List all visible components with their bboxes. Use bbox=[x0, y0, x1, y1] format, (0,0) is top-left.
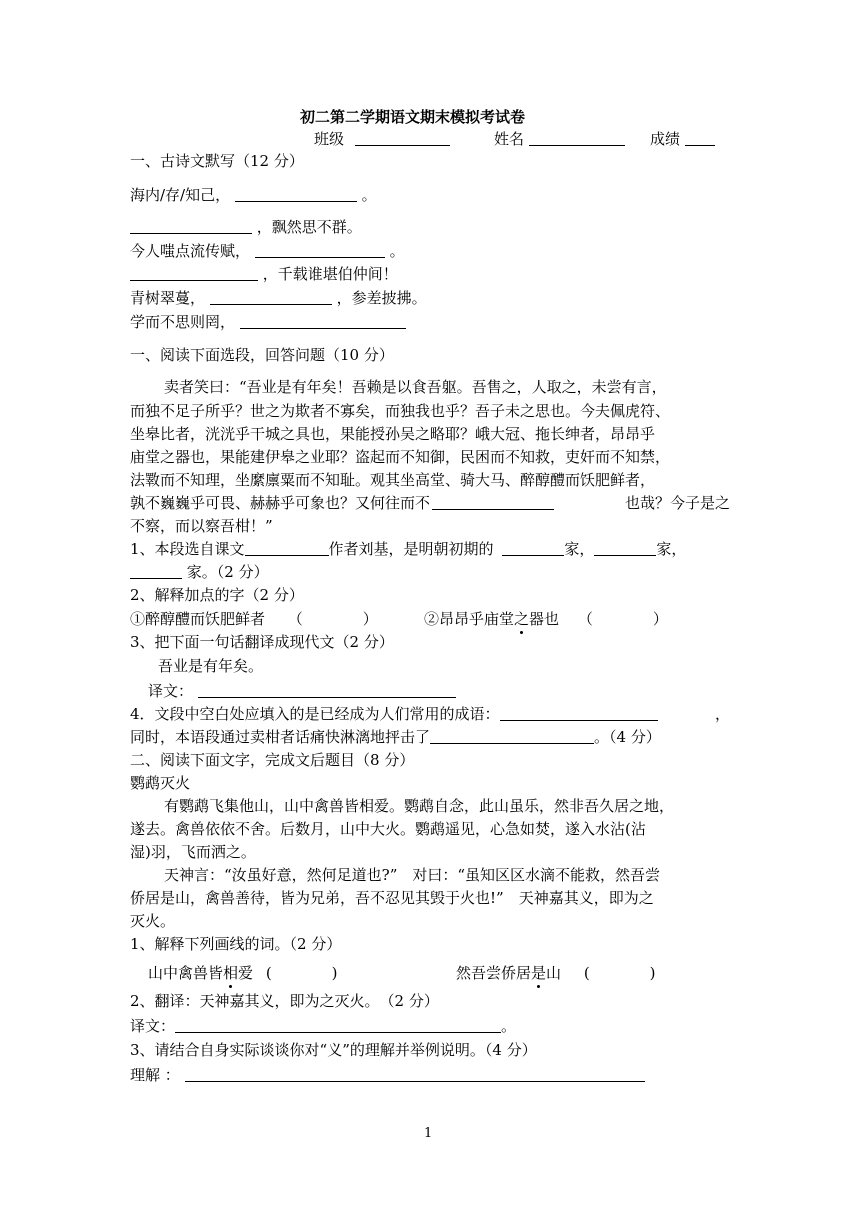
question-2-4 bbox=[130, 705, 730, 724]
question-2-2: 2、解释加点的字（2 分） bbox=[130, 586, 304, 604]
question-3-2-trans bbox=[130, 1017, 516, 1036]
poem-blank-4[interactable] bbox=[130, 265, 258, 281]
class-field bbox=[314, 130, 450, 149]
story-line: 灭火。 bbox=[130, 912, 176, 930]
question-text: 器也 bbox=[529, 610, 560, 628]
passage-line: 卖者笑曰：“吾业是有年矣！吾赖是以食吾躯。吾售之，人取之，未尝有言， bbox=[164, 378, 667, 396]
question-text: 山中禽兽皆 bbox=[148, 964, 224, 982]
section1-heading: 一、古诗文默写（12 分） bbox=[130, 152, 304, 170]
lesson-blank[interactable] bbox=[245, 540, 329, 556]
question-2-4-cont bbox=[130, 728, 661, 747]
question-text: ， bbox=[714, 705, 730, 723]
class-blank[interactable] bbox=[355, 130, 450, 146]
question-text: 作者刘基，是明朝初期的 bbox=[328, 540, 494, 558]
score-field bbox=[650, 130, 715, 149]
critique-blank[interactable] bbox=[430, 728, 594, 744]
poem-line-5 bbox=[130, 289, 427, 308]
poem-text: ，参差披拂。 bbox=[336, 289, 427, 307]
story-line: 湿)羽，飞而洒之。 bbox=[130, 843, 256, 861]
question-2-2-a bbox=[130, 610, 378, 629]
question-text: ②昂昂乎庙堂 bbox=[424, 610, 515, 628]
passage-line: 而独不足子所乎？世之为欺者不寡矣，而独我也乎？吾子未之思也。今夫佩虎符、 bbox=[130, 402, 671, 420]
page-number: 1 bbox=[424, 1126, 433, 1141]
question-3-2: 2、翻译：天神嘉其义，即为之灭火。 （2 分） bbox=[130, 992, 439, 1010]
question-text: 1、本段选自课文 bbox=[130, 540, 245, 558]
name-blank[interactable] bbox=[529, 130, 625, 146]
understanding-line bbox=[130, 1066, 645, 1085]
answer-parens[interactable]: ( ) bbox=[265, 964, 338, 982]
translation-label: 译文： bbox=[148, 682, 194, 700]
question-text: 4．文段中空白处应填入的是已经成为人们常用的成语： bbox=[130, 705, 500, 723]
poem-line-1 bbox=[130, 186, 377, 205]
understanding-label: 理解 ： bbox=[130, 1066, 180, 1084]
poem-text: 海内/存/知己， bbox=[130, 186, 231, 204]
poem-text: 青树翠蔓， bbox=[130, 289, 206, 307]
dotted-char: 之 bbox=[514, 610, 530, 628]
class-label: 班级 bbox=[314, 130, 345, 148]
answer-parens[interactable]: ( ) bbox=[583, 964, 656, 982]
poem-line-3 bbox=[130, 242, 405, 261]
poem-text: ，千载谁堪伯仲间！ bbox=[262, 265, 398, 283]
section3-heading: 二、阅读下面文字，完成文后题目（8 分） bbox=[130, 751, 415, 769]
question-3-1: 1、解释下列画线的词。（2 分） bbox=[130, 935, 342, 953]
story-line: 有鹦鹉飞集他山，山中禽兽皆相爱。鹦鹉自念，此山虽乐，然非吾久居之地， bbox=[164, 797, 675, 815]
question-text: 家。（2 分） bbox=[186, 563, 269, 581]
identity-blank-3[interactable] bbox=[130, 563, 182, 579]
score-label: 成绩 bbox=[650, 130, 681, 148]
question-text: 山 bbox=[546, 964, 562, 982]
question-text: 家， bbox=[656, 540, 687, 558]
question-text: ①醉醇醴而饫肥鲜者 bbox=[130, 610, 266, 628]
answer-parens[interactable]: （ ） bbox=[287, 610, 378, 628]
translate-sentence: 吾业是有年矣。 bbox=[158, 657, 264, 675]
translation-blank[interactable] bbox=[198, 682, 456, 698]
question-text: 爱 bbox=[238, 964, 254, 982]
story-line: 遂去。禽兽依依不舍。后数月，山中大火。鹦鹉遥见，心急如焚，遂入水沾(沾 bbox=[130, 820, 646, 838]
question-2-3: 3、把下面一句话翻译成现代文（2 分） bbox=[130, 633, 394, 651]
idiom-blank[interactable] bbox=[432, 494, 554, 510]
passage-line: 庙堂之器也，果能建伊皋之业耶？盗起而不知御，民困而不知救，吏奸而不知禁， bbox=[130, 448, 671, 466]
question-text: 家， bbox=[564, 540, 595, 558]
question-3-3: 3、请结合自身实际谈谈你对“义”的理解并举例说明。（4 分） bbox=[130, 1041, 537, 1059]
poem-blank-6[interactable] bbox=[240, 313, 406, 329]
question-2-1 bbox=[130, 540, 686, 559]
dotted-char: 是 bbox=[531, 964, 547, 982]
poem-text: 。 bbox=[361, 186, 377, 204]
passage-text: 孰不巍巍乎可畏、赫赫乎可象也？又何往而不 bbox=[130, 494, 431, 512]
dotted-char: 相 bbox=[223, 964, 239, 982]
passage-line-blank bbox=[130, 494, 730, 513]
story-line: 侨居是山，禽兽善待，皆为兄弟，吾不忍见其毁于火也!” 天神嘉其义，即为之 bbox=[130, 889, 654, 907]
section2-heading: 一、阅读下面选段，回答问题（10 分） bbox=[130, 346, 394, 364]
poem-blank-5[interactable] bbox=[210, 289, 332, 305]
score-blank[interactable] bbox=[685, 130, 715, 146]
question-2-2-b bbox=[424, 610, 668, 629]
question-3-1-a bbox=[148, 964, 338, 983]
passage-line: 坐皋比者，洸洸乎干城之具也，果能授孙吴之略耶？峨大冠、拖长绅者，昂昂乎 bbox=[130, 425, 656, 443]
question-text: 。（4 分） bbox=[594, 728, 661, 746]
passage-text: 也哉？今子是之 bbox=[624, 494, 730, 512]
poem-text: ，飘然思不群。 bbox=[256, 218, 362, 236]
question-text: 然吾尝侨居 bbox=[456, 964, 532, 982]
name-field bbox=[494, 130, 625, 149]
question-2-1-cont bbox=[130, 563, 269, 582]
poem-line-4 bbox=[130, 265, 398, 284]
question-3-1-b bbox=[456, 964, 656, 983]
identity-blank-1[interactable] bbox=[502, 540, 564, 556]
translation-line bbox=[148, 682, 456, 701]
identity-blank-2[interactable] bbox=[594, 540, 656, 556]
poem-text: 今人嗤点流传赋， bbox=[130, 242, 251, 260]
understanding-blank[interactable] bbox=[185, 1066, 645, 1082]
poem-blank-1[interactable] bbox=[235, 186, 357, 202]
story-line: 天神言：“汝虽好意，然何足道也?” 对曰：“虽知区区水滴不能救，然吾尝 bbox=[164, 866, 661, 884]
passage-line: 法斁而不知理，坐縻廪粟而不知耻。观其坐高堂、骑大马、醉醇醴而饫肥鲜者， bbox=[130, 471, 656, 489]
question-text: 同时，本语段通过卖柑者话痛快淋漓地抨击了 bbox=[130, 728, 431, 746]
story-title: 鹦鹉灭火 bbox=[130, 774, 191, 792]
translation-label: 译文： bbox=[130, 1017, 176, 1035]
idiom-answer-blank[interactable] bbox=[500, 705, 658, 721]
name-label: 姓名 bbox=[494, 130, 525, 148]
poem-text: 。 bbox=[389, 242, 405, 260]
question-text: 。 bbox=[501, 1017, 517, 1035]
exam-title: 初二第二学期语文期末模拟考试卷 bbox=[300, 108, 526, 126]
poem-text: 学而不思则罔， bbox=[130, 313, 236, 331]
passage-line: 不察，而以察吾柑！” bbox=[130, 517, 273, 535]
poem-line-6 bbox=[130, 313, 406, 332]
answer-parens[interactable]: （ ） bbox=[577, 610, 668, 628]
poem-line-2 bbox=[130, 218, 362, 237]
poem-blank-2[interactable] bbox=[130, 218, 252, 234]
translation-blank-2[interactable] bbox=[175, 1017, 501, 1033]
poem-blank-3[interactable] bbox=[255, 242, 385, 258]
